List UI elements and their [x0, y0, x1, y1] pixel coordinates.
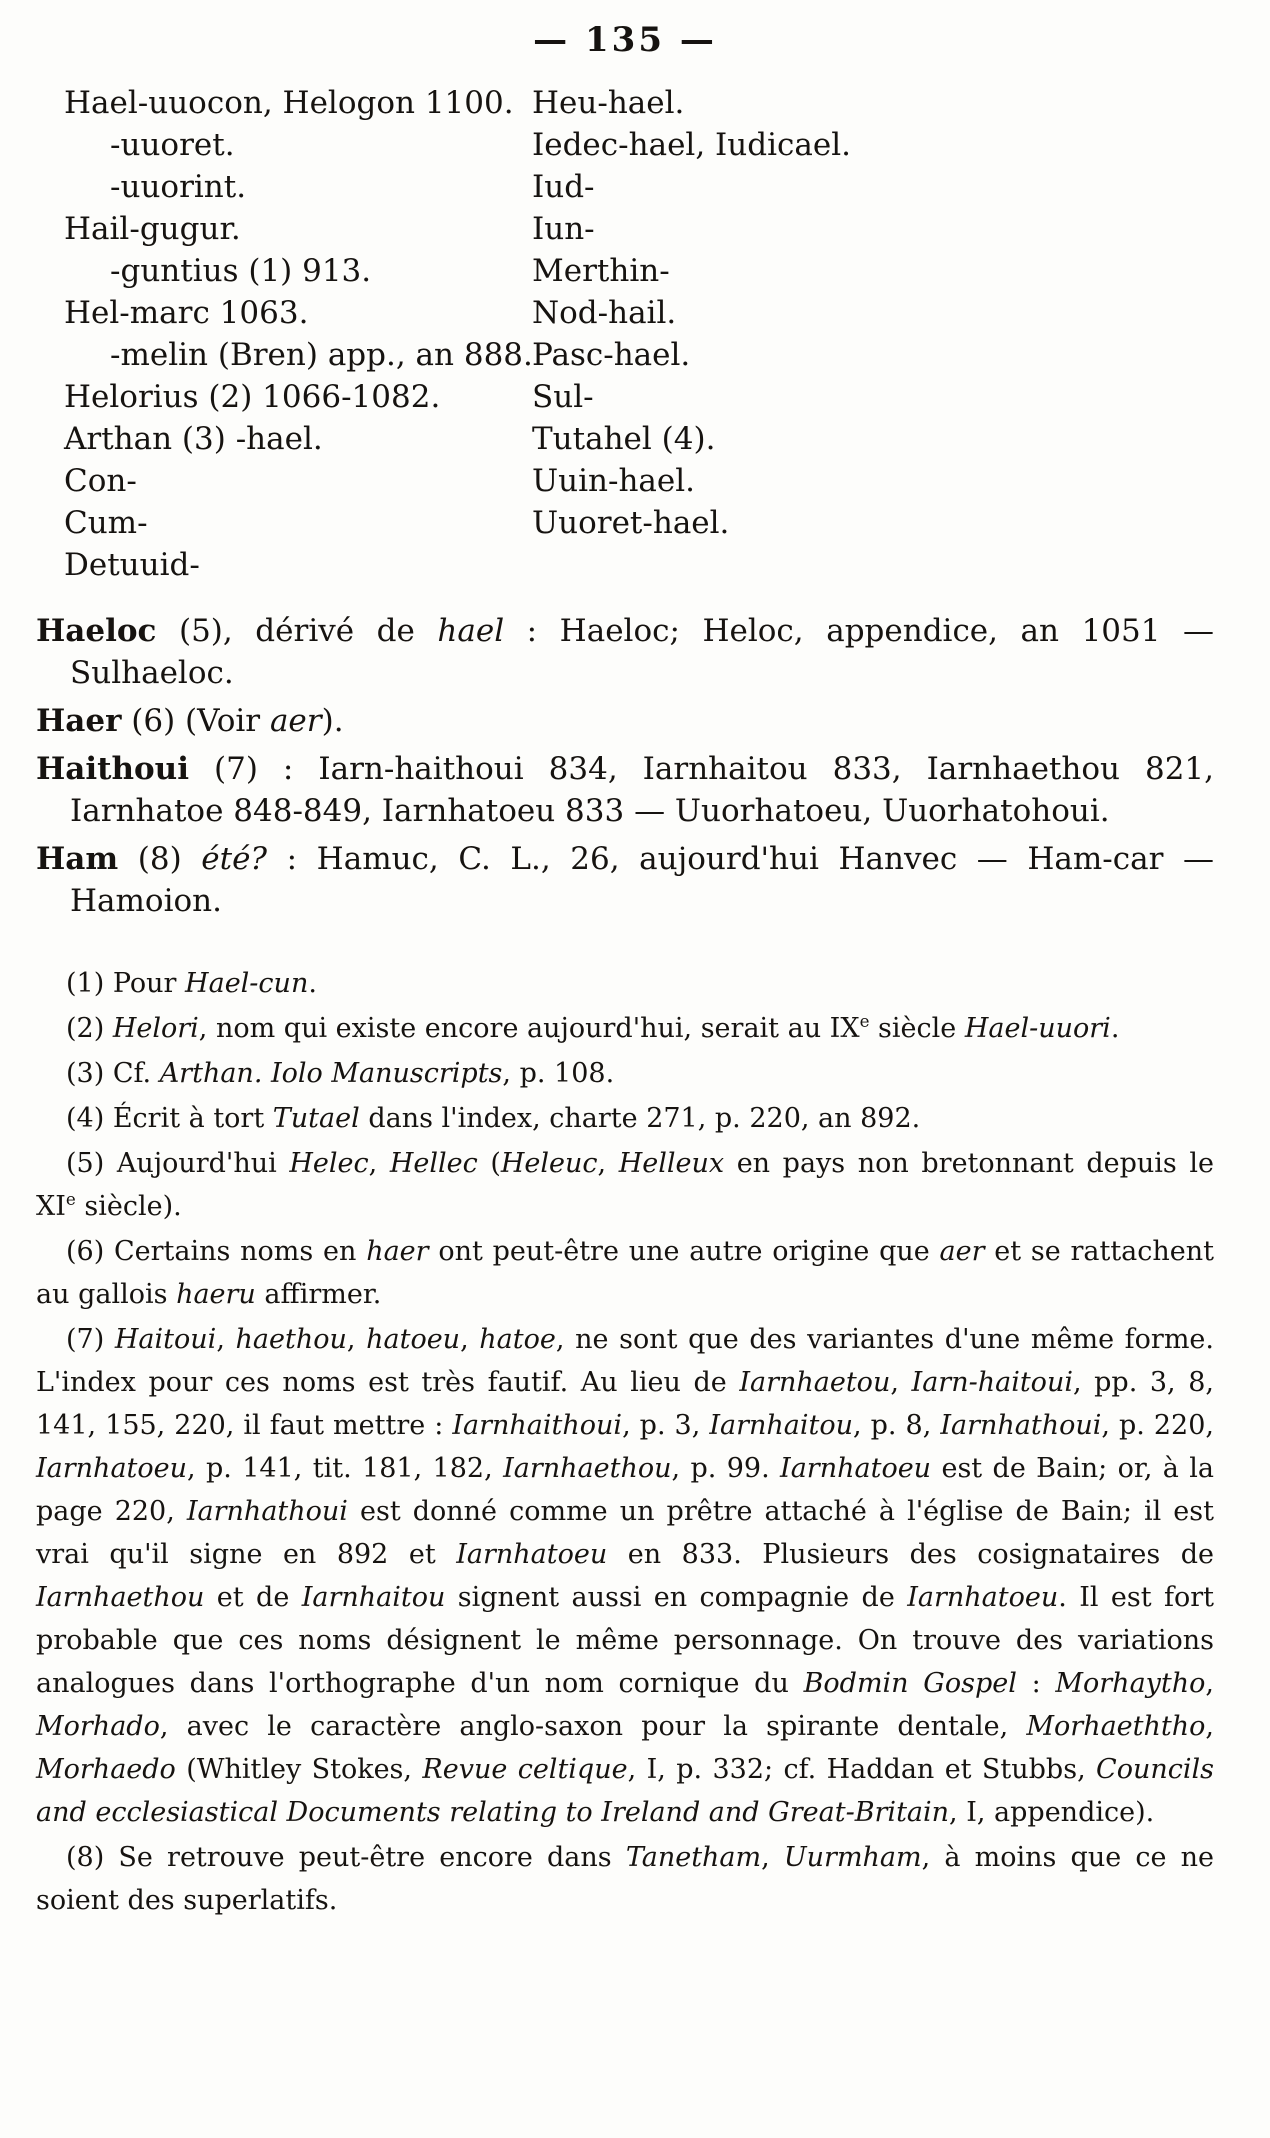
name-list-item: -guntius (1) 913. — [110, 253, 372, 289]
footnote: (8) Se retrouve peut-être encore dans Tanetham, Uurmham, à moins que ce ne soient des superlatifs. — [36, 1842, 1214, 1916]
footnote: (3) Cf. Arthan. Iolo Manuscripts, p. 108. — [66, 1058, 615, 1089]
name-list-item: Pasc-hael. — [532, 337, 691, 373]
name-list-item: Sul- — [532, 379, 594, 415]
name-list-item: Hel-marc 1063. — [64, 295, 309, 331]
page-number: — 135 — — [533, 20, 717, 60]
name-list-item: Tutahel (4). — [532, 421, 716, 457]
name-list-item: Helorius (2) 1066-1082. — [64, 379, 441, 415]
dictionary-entry: Haithoui (7) : Iarn-haithoui 834, Iarnhaitou 833, Iarnhaethou 821, Iarnhatoe 848-849, Iarnhatoeu 833 — Uuorhatoeu, Uuorhatohoui. — [36, 751, 1214, 829]
footnote: (1) Pour Hael-cun. — [66, 968, 317, 999]
dictionary-entry: Haeloc (5), dérivé de hael : Haeloc; Heloc, appendice, an 1051 — Sulhaeloc. — [36, 613, 1215, 691]
name-list-item: Merthin- — [532, 253, 670, 289]
name-list-item: Iun- — [532, 211, 595, 247]
name-list-item: Nod-hail. — [532, 295, 677, 331]
name-list-item: Hail-gugur. — [64, 211, 241, 247]
name-list-item: Hael-uuocon, Helogon 1100. — [64, 85, 514, 121]
dictionary-entry: Haer (6) (Voir aer). — [36, 703, 344, 739]
name-list-item: Detuuid- — [64, 547, 200, 583]
dictionary-entry: Ham (8) été? : Hamuc, C. L., 26, aujourd'hui Hanvec — Ham-car — Hamoion. — [36, 841, 1215, 919]
footnote: (4) Écrit à tort Tutael dans l'index, charte 271, p. 220, an 892. — [66, 1103, 921, 1134]
name-index-right-column — [532, 82, 1214, 586]
name-list-item: Iud- — [532, 169, 595, 205]
name-index-left-column — [64, 82, 532, 586]
footnote: (5) Aujourd'hui Helec, Hellec (Heleuc, Helleux en pays non bretonnant depuis le XIe siècle). — [36, 1148, 1215, 1222]
name-list-item: Con- — [64, 463, 137, 499]
footnote: (7) Haitoui, haethou, hatoeu, hatoe, ne sont que des variantes d'une même forme. L'index pour ces noms est très fautif. Au lieu de Iarnhaetou, Iarn-haitoui, pp. 3, 8, 141, 155, 220, il faut mettre : Iarnhaithoui, p. 3, Iarnhaitou, p. 8, Iarnhathoui, p. 220, Iarnhatoeu, p. 141, tit. 181, 182, Iarnhaethou, p. 99. Iarnhatoeu est de Bain; or, à la page 220, Iarnhathoui est donné comme un prêtre attaché à l'église de Bain; il est vrai qu'il signe en 892 et Iarnhatoeu en 833. Plusieurs des cosignataires de Iarnhaethou et de Iarnhaitou signent aussi en compagnie de Iarnhatoeu. Il est fort probable que ces noms désignent le même personnage. On trouve des variations analogues dans l'orthographe d'un nom cornique du Bodmin Gospel : Morhaytho, Morhado, avec le caractère anglo-saxon pour la spirante dentale, Morhaeththo, Morhaedo (Whitley Stokes, Revue celtique, I, p. 332; cf. Haddan et Stubbs, Councils and ecclesiastical Documents relating to Ireland and Great-Britain, I, appendice). — [36, 1324, 1215, 1828]
name-list-item: Uuoret-hael. — [532, 505, 730, 541]
name-list-item: Iedec-hael, Iudicael. — [532, 127, 851, 163]
footnote: (6) Certains noms en haer ont peut-être une autre origine que aer et se rattachent au gallois haeru affirmer. — [36, 1236, 1215, 1310]
name-list-item: Heu-hael. — [532, 85, 685, 121]
footnote: (2) Helori, nom qui existe encore aujourd'hui, serait au IXe siècle Hael-uuori. — [66, 1011, 1120, 1044]
name-list-item: -melin (Bren) app., an 888. — [110, 337, 533, 373]
name-index — [64, 82, 1214, 586]
name-list-item: -uuorint. — [110, 169, 247, 205]
footnotes-section — [36, 962, 1214, 1922]
name-list-item: Uuin-hael. — [532, 463, 696, 499]
name-list-item: -uuoret. — [110, 127, 235, 163]
entries-section — [36, 610, 1214, 922]
name-list-item: Arthan (3) -hael. — [64, 421, 323, 457]
name-list-item: Cum- — [64, 505, 148, 541]
